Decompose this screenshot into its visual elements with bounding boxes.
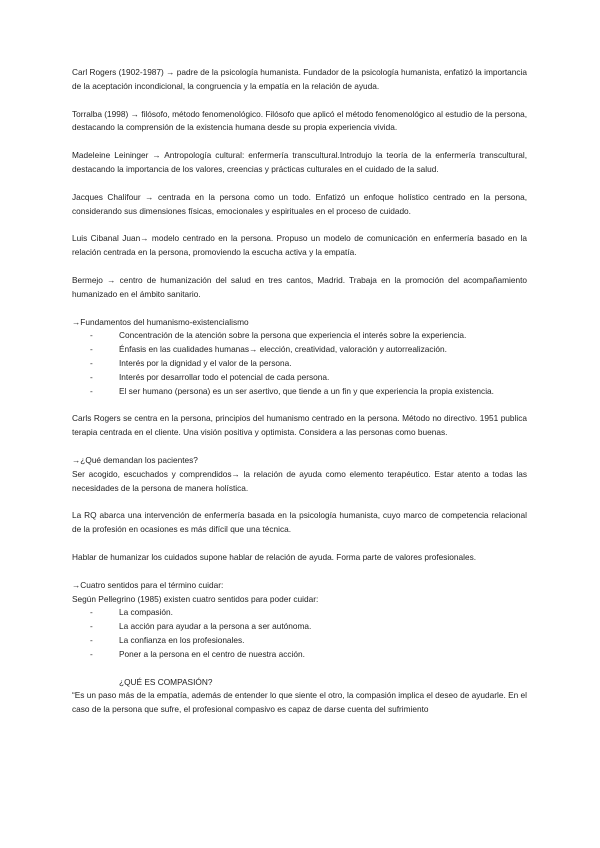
document-body [72, 66, 527, 717]
list-item-text: La acción para ayudar a la persona a ser autónoma. [119, 621, 312, 632]
list-item-text: Énfasis en las cualidades humanas→ elección, creatividad, valoración y autorrealización. [119, 344, 447, 355]
list-dash: - [90, 385, 93, 396]
list-dash: - [90, 371, 93, 382]
paragraph-bermejo: Bermejo → centro de humanización del salud en tres cantos, Madrid. Trabaja en la promoción del acompañamiento humanizado en el ámbito sanitario. [72, 274, 527, 299]
fundamentos-heading: →Fundamentos del humanismo-existencialismo [72, 316, 249, 327]
paragraph-rq: La RQ abarca una intervención de enfermería basada en la psicología humanista, cuyo marco de competencia relacional de la profesión en ocasiones es más difícil que una técnica. [72, 510, 527, 535]
list-item [72, 385, 527, 399]
compasion-heading: ¿QUÉ ES COMPASIÓN? [119, 676, 213, 687]
list-item-text: Interés por la dignidad y el valor de la persona. [119, 357, 292, 368]
list-item [72, 343, 527, 357]
list-item [72, 606, 527, 620]
list-dash: - [90, 344, 93, 355]
list-item-text: Interés por desarrollar todo el potencial de cada persona. [119, 371, 330, 382]
list-item-text: La confianza en los profesionales. [119, 634, 245, 645]
paragraph-leininger: Madeleine Leininger → Antropología cultural: enfermería transcultural.Introdujo la teoría de la enfermería transcultural, destacando la importancia de los valores, creencias y prácticas culturales en el cuidado de la salud. [72, 150, 527, 174]
list-dash: - [90, 330, 93, 341]
list-item [72, 371, 527, 385]
compasion-text: “Es un paso más de la empatía, además de entender lo que siente el otro, la compasión implica el deseo de ayudarle. En el caso de la persona que sufre, el profesional compasivo es capaz de darse cuenta del sufrimiento [72, 690, 527, 715]
paragraph-humanizar: Hablar de humanizar los cuidados supone hablar de relación de ayuda. Forma parte de valores profesionales. [72, 551, 477, 562]
list-item [72, 329, 527, 343]
list-item [72, 357, 527, 371]
sentidos-heading: →Cuatro sentidos para el término cuidar: [72, 579, 224, 590]
list-item [72, 648, 527, 662]
sentidos-list [72, 606, 527, 661]
list-dash: - [90, 357, 93, 368]
list-item [72, 634, 527, 648]
list-dash: - [90, 648, 93, 659]
pacientes-heading: →¿Qué demandan los pacientes? [72, 454, 198, 465]
paragraph-chalifour: Jacques Chalifour → centrada en la persona como un todo. Enfatizó un enfoque holístico centrado en la persona, considerando sus dimensiones físicas, emocionales y espirituales en el proceso de cuidado. [72, 191, 527, 216]
list-dash: - [90, 621, 93, 632]
paragraph-carls-rogers: Carls Rogers se centra en la persona, principios del humanismo centrado en la persona. Método no directivo. 1951 publica terapia centrada en el cliente. Una visión positiva y optimista. Considera a las personas como buenas. [72, 413, 527, 438]
list-item-text: Poner a la persona en el centro de nuestra acción. [119, 648, 305, 659]
list-dash: - [90, 607, 93, 618]
pacientes-text: Ser acogido, escuchados y comprendidos→ la relación de ayuda como elemento terapéutico. Estar atento a todas las necesidades de la persona de manera holística. [72, 468, 527, 493]
list-item-text: La compasión. [119, 607, 173, 618]
list-dash: - [90, 634, 93, 645]
paragraph-carl-rogers: Carl Rogers (1902-1987) → padre de la psicología humanista. Fundador de la psicología humanista, enfatizó la importancia de la aceptación incondicional, la congruencia y la empatía en la relación de ayuda. [72, 67, 527, 91]
fundamentos-list [72, 329, 527, 398]
list-item [72, 620, 527, 634]
paragraph-cibanal: Luis Cibanal Juan→ modelo centrado en la persona. Propuso un modelo de comunicación en enfermería basado en la relación centrada en la persona, promoviendo la escucha activa y la empatía. [72, 233, 527, 258]
sentidos-intro: Según Pellegrino (1985) existen cuatro sentidos para poder cuidar: [72, 593, 319, 604]
list-item-text: Concentración de la atención sobre la persona que experiencia el interés sobre la experiencia. [119, 330, 467, 341]
list-item-text: El ser humano (persona) es un ser asertivo, que tiende a un fin y que experiencia la propia existencia. [119, 385, 494, 396]
paragraph-torralba: Torralba (1998) → filósofo, método fenomenológico. Filósofo que aplicó el método fenomenológico al estudio de la persona, destacando la comprensión de la existencia humana desde su propia experiencia vivida. [72, 108, 527, 133]
